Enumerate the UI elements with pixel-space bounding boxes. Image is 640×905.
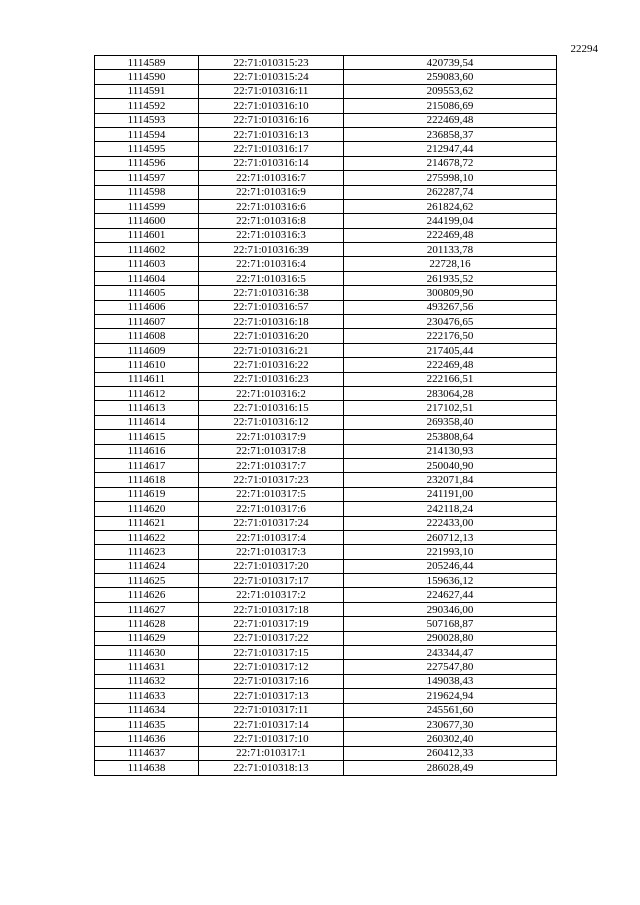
value-cell: 230677,30 [344, 717, 557, 731]
cadastral-number-cell: 22:71:010318:13 [199, 761, 344, 775]
cadastral-number-cell: 22:71:010316:5 [199, 271, 344, 285]
cadastral-number-cell: 22:71:010317:8 [199, 444, 344, 458]
record-number-cell: 1114606 [95, 300, 199, 314]
value-cell: 214130,93 [344, 444, 557, 458]
record-number-cell: 1114618 [95, 473, 199, 487]
record-number-cell: 1114626 [95, 588, 199, 602]
cadastral-number-cell: 22:71:010317:15 [199, 646, 344, 660]
record-number-cell: 1114638 [95, 761, 199, 775]
value-cell: 420739,54 [344, 56, 557, 70]
record-number-cell: 1114593 [95, 113, 199, 127]
value-cell: 290346,00 [344, 602, 557, 616]
record-number-cell: 1114599 [95, 199, 199, 213]
table-row [95, 617, 557, 631]
table-row [95, 473, 557, 487]
table-row [95, 113, 557, 127]
record-number-cell: 1114625 [95, 574, 199, 588]
record-number-cell: 1114636 [95, 732, 199, 746]
table-row [95, 142, 557, 156]
table-row [95, 271, 557, 285]
table-row [95, 646, 557, 660]
value-cell: 269358,40 [344, 415, 557, 429]
value-cell: 241191,00 [344, 487, 557, 501]
record-number-cell: 1114632 [95, 674, 199, 688]
record-number-cell: 1114619 [95, 487, 199, 501]
table-row [95, 199, 557, 213]
cadastral-number-cell: 22:71:010316:8 [199, 214, 344, 228]
record-number-cell: 1114604 [95, 271, 199, 285]
record-number-cell: 1114596 [95, 156, 199, 170]
value-cell: 262287,74 [344, 185, 557, 199]
table-row [95, 84, 557, 98]
record-number-cell: 1114615 [95, 430, 199, 444]
table-row [95, 315, 557, 329]
cadastral-number-cell: 22:71:010317:14 [199, 717, 344, 731]
record-number-cell: 1114624 [95, 559, 199, 573]
cadastral-number-cell: 22:71:010317:9 [199, 430, 344, 444]
table-row [95, 329, 557, 343]
record-number-cell: 1114627 [95, 602, 199, 616]
table-row [95, 56, 557, 70]
value-cell: 260412,33 [344, 746, 557, 760]
cadastral-number-cell: 22:71:010316:15 [199, 401, 344, 415]
table-row [95, 243, 557, 257]
cadastral-number-cell: 22:71:010317:22 [199, 631, 344, 645]
cadastral-number-cell: 22:71:010316:13 [199, 127, 344, 141]
cadastral-number-cell: 22:71:010316:23 [199, 372, 344, 386]
record-number-cell: 1114630 [95, 646, 199, 660]
table-row [95, 516, 557, 530]
table-row [95, 430, 557, 444]
table-row [95, 487, 557, 501]
cadastral-number-cell: 22:71:010317:7 [199, 458, 344, 472]
cadastral-number-cell: 22:71:010316:16 [199, 113, 344, 127]
record-number-cell: 1114603 [95, 257, 199, 271]
cadastral-number-cell: 22:71:010316:7 [199, 171, 344, 185]
value-cell: 244199,04 [344, 214, 557, 228]
table-row [95, 703, 557, 717]
cadastral-number-cell: 22:71:010316:9 [199, 185, 344, 199]
cadastral-number-cell: 22:71:010317:11 [199, 703, 344, 717]
table-row [95, 171, 557, 185]
cadastral-number-cell: 22:71:010316:57 [199, 300, 344, 314]
value-cell: 222469,48 [344, 113, 557, 127]
cadastral-number-cell: 22:71:010317:3 [199, 545, 344, 559]
value-cell: 275998,10 [344, 171, 557, 185]
record-number-cell: 1114605 [95, 286, 199, 300]
value-cell: 159636,12 [344, 574, 557, 588]
value-cell: 261935,52 [344, 271, 557, 285]
table-row [95, 602, 557, 616]
cadastral-number-cell: 22:71:010317:18 [199, 602, 344, 616]
value-cell: 250040,90 [344, 458, 557, 472]
cadastral-number-cell: 22:71:010316:21 [199, 343, 344, 357]
record-number-cell: 1114601 [95, 228, 199, 242]
value-cell: 261824,62 [344, 199, 557, 213]
record-number-cell: 1114637 [95, 746, 199, 760]
record-number-cell: 1114629 [95, 631, 199, 645]
value-cell: 507168,87 [344, 617, 557, 631]
cadastral-number-cell: 22:71:010317:6 [199, 502, 344, 516]
value-cell: 201133,78 [344, 243, 557, 257]
cadastral-number-cell: 22:71:010317:23 [199, 473, 344, 487]
table-row [95, 660, 557, 674]
table-row [95, 257, 557, 271]
cadastral-number-cell: 22:71:010316:14 [199, 156, 344, 170]
table-row [95, 674, 557, 688]
value-cell: 217405,44 [344, 343, 557, 357]
table-row [95, 717, 557, 731]
record-number-cell: 1114623 [95, 545, 199, 559]
cadastral-number-cell: 22:71:010316:4 [199, 257, 344, 271]
table-row [95, 588, 557, 602]
cadastral-number-cell: 22:71:010317:20 [199, 559, 344, 573]
value-cell: 260302,40 [344, 732, 557, 746]
table-row [95, 502, 557, 516]
value-cell: 222166,51 [344, 372, 557, 386]
table-row [95, 70, 557, 84]
record-number-cell: 1114631 [95, 660, 199, 674]
table-row [95, 156, 557, 170]
value-cell: 149038,43 [344, 674, 557, 688]
value-cell: 290028,80 [344, 631, 557, 645]
value-cell: 283064,28 [344, 386, 557, 400]
value-cell: 236858,37 [344, 127, 557, 141]
cadastral-number-cell: 22:71:010317:2 [199, 588, 344, 602]
value-cell: 493267,56 [344, 300, 557, 314]
cadastral-number-cell: 22:71:010316:38 [199, 286, 344, 300]
value-cell: 212947,44 [344, 142, 557, 156]
record-number-cell: 1114622 [95, 530, 199, 544]
record-number-cell: 1114616 [95, 444, 199, 458]
record-number-cell: 1114589 [95, 56, 199, 70]
cadastral-number-cell: 22:71:010316:6 [199, 199, 344, 213]
record-number-cell: 1114635 [95, 717, 199, 731]
record-number-cell: 1114590 [95, 70, 199, 84]
table-row [95, 401, 557, 415]
value-cell: 22728,16 [344, 257, 557, 271]
cadastral-number-cell: 22:71:010317:4 [199, 530, 344, 544]
table-row [95, 761, 557, 775]
record-number-cell: 1114617 [95, 458, 199, 472]
record-number-cell: 1114598 [95, 185, 199, 199]
page-number: 22294 [570, 43, 598, 55]
record-number-cell: 1114634 [95, 703, 199, 717]
table-row [95, 732, 557, 746]
value-cell: 300809,90 [344, 286, 557, 300]
record-number-cell: 1114633 [95, 689, 199, 703]
value-cell: 245561,60 [344, 703, 557, 717]
value-cell: 214678,72 [344, 156, 557, 170]
table-row [95, 559, 557, 573]
table-row [95, 386, 557, 400]
cadastral-number-cell: 22:71:010316:3 [199, 228, 344, 242]
table-row [95, 689, 557, 703]
table-row [95, 358, 557, 372]
table-row [95, 458, 557, 472]
record-number-cell: 1114608 [95, 329, 199, 343]
record-number-cell: 1114595 [95, 142, 199, 156]
cadastral-number-cell: 22:71:010316:11 [199, 84, 344, 98]
value-cell: 215086,69 [344, 99, 557, 113]
table-row [95, 530, 557, 544]
table-row [95, 300, 557, 314]
cadastral-number-cell: 22:71:010317:17 [199, 574, 344, 588]
value-cell: 219624,94 [344, 689, 557, 703]
cadastral-number-cell: 22:71:010317:13 [199, 689, 344, 703]
record-number-cell: 1114620 [95, 502, 199, 516]
value-cell: 222469,48 [344, 228, 557, 242]
cadastral-number-cell: 22:71:010317:1 [199, 746, 344, 760]
cadastral-number-cell: 22:71:010315:23 [199, 56, 344, 70]
value-cell: 242118,24 [344, 502, 557, 516]
value-cell: 232071,84 [344, 473, 557, 487]
value-cell: 253808,64 [344, 430, 557, 444]
record-number-cell: 1114612 [95, 386, 199, 400]
value-cell: 222176,50 [344, 329, 557, 343]
cadastral-number-cell: 22:71:010316:22 [199, 358, 344, 372]
cadastral-number-cell: 22:71:010316:17 [199, 142, 344, 156]
cadastral-number-cell: 22:71:010315:24 [199, 70, 344, 84]
record-number-cell: 1114609 [95, 343, 199, 357]
cadastral-number-cell: 22:71:010316:12 [199, 415, 344, 429]
cadastral-number-cell: 22:71:010317:16 [199, 674, 344, 688]
cadastral-number-cell: 22:71:010316:18 [199, 315, 344, 329]
cadastral-number-cell: 22:71:010316:10 [199, 99, 344, 113]
record-number-cell: 1114594 [95, 127, 199, 141]
cadastral-number-cell: 22:71:010317:10 [199, 732, 344, 746]
record-number-cell: 1114621 [95, 516, 199, 530]
record-number-cell: 1114597 [95, 171, 199, 185]
table-body [95, 56, 557, 776]
record-number-cell: 1114602 [95, 243, 199, 257]
table-row [95, 631, 557, 645]
table-row [95, 444, 557, 458]
table-row [95, 545, 557, 559]
record-number-cell: 1114611 [95, 372, 199, 386]
table-row [95, 185, 557, 199]
record-number-cell: 1114628 [95, 617, 199, 631]
value-cell: 217102,51 [344, 401, 557, 415]
table-row [95, 372, 557, 386]
cadastral-number-cell: 22:71:010317:12 [199, 660, 344, 674]
value-cell: 259083,60 [344, 70, 557, 84]
value-cell: 243344,47 [344, 646, 557, 660]
value-cell: 209553,62 [344, 84, 557, 98]
record-number-cell: 1114591 [95, 84, 199, 98]
cadastral-number-cell: 22:71:010317:24 [199, 516, 344, 530]
table-row [95, 214, 557, 228]
value-cell: 224627,44 [344, 588, 557, 602]
value-cell: 221993,10 [344, 545, 557, 559]
cadastral-number-cell: 22:71:010316:20 [199, 329, 344, 343]
table-row [95, 286, 557, 300]
cadastral-number-cell: 22:71:010317:19 [199, 617, 344, 631]
cadastral-number-cell: 22:71:010316:39 [199, 243, 344, 257]
record-number-cell: 1114610 [95, 358, 199, 372]
cadastral-number-cell: 22:71:010317:5 [199, 487, 344, 501]
cadastral-number-cell: 22:71:010316:2 [199, 386, 344, 400]
record-number-cell: 1114607 [95, 315, 199, 329]
record-number-cell: 1114614 [95, 415, 199, 429]
table-row [95, 343, 557, 357]
value-cell: 205246,44 [344, 559, 557, 573]
value-cell: 222433,00 [344, 516, 557, 530]
value-cell: 230476,65 [344, 315, 557, 329]
value-cell: 260712,13 [344, 530, 557, 544]
data-table [94, 55, 557, 776]
table-row [95, 574, 557, 588]
value-cell: 227547,80 [344, 660, 557, 674]
value-cell: 222469,48 [344, 358, 557, 372]
table-row [95, 127, 557, 141]
table-row [95, 415, 557, 429]
table-row [95, 228, 557, 242]
table-row [95, 99, 557, 113]
value-cell: 286028,49 [344, 761, 557, 775]
table-row [95, 746, 557, 760]
record-number-cell: 1114600 [95, 214, 199, 228]
record-number-cell: 1114613 [95, 401, 199, 415]
record-number-cell: 1114592 [95, 99, 199, 113]
